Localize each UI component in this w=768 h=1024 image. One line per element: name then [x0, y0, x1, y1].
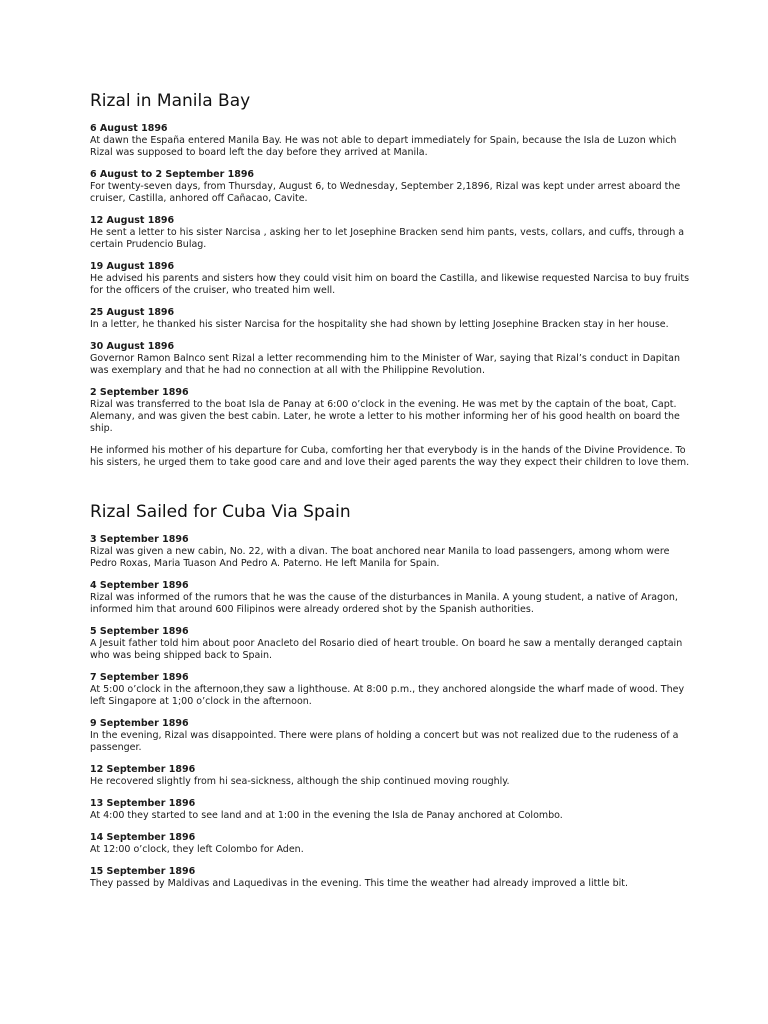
section-spacer [90, 479, 690, 501]
entry-date: 12 August 1896 [90, 215, 175, 226]
entry-text: Rizal was informed of the rumors that he was the cause of the disturbances in Manila. A young student, a native of Aragon, informed him that around 600 Filipinos were already ordered shot by the Spanish authorities. [90, 592, 678, 615]
timeline-entry [90, 261, 690, 297]
entry-text: He sent a letter to his sister Narcisa , asking her to let Josephine Bracken send him pants, vests, collars, and cuffs, through a certain Prudencio Bulag. [90, 227, 685, 250]
entry-text: For twenty-seven days, from Thursday, August 6, to Wednesday, September 2,1896, Rizal was kept under arrest aboard the cruiser, Castilla, anhored off Cañacao, Cavite. [90, 181, 681, 204]
timeline-entry [90, 798, 690, 822]
entry-date: 3 September 1896 [90, 534, 189, 545]
timeline-entry [90, 764, 690, 788]
entry-text: At 12:00 o’clock, they left Colombo for Aden. [90, 844, 304, 855]
timeline-entry [90, 169, 690, 205]
section-title: Rizal Sailed for Cuba Via Spain [90, 502, 351, 522]
timeline-entry [90, 534, 690, 570]
entry-text: A Jesuit father told him about poor Anacleto del Rosario died of heart trouble. On board he saw a mentally deranged captain who was being shipped back to Spain. [90, 638, 683, 661]
timeline-entry [90, 626, 690, 662]
timeline-entry [90, 832, 690, 856]
timeline-entry [90, 307, 690, 331]
entry-date: 14 September 1896 [90, 832, 196, 843]
entry-date: 19 August 1896 [90, 261, 175, 272]
entry-date: 12 September 1896 [90, 764, 196, 775]
body-paragraph: He informed his mother of his departure for Cuba, comforting her that everybody is in the hands of the Divine Providence. To his sisters, he urged them to take good care and and love their aged parents the way they expect their children to love them. [90, 445, 690, 468]
entry-date: 4 September 1896 [90, 580, 189, 591]
entry-text: Governor Ramon Balnco sent Rizal a letter recommending him to the Minister of War, saying that Rizal’s conduct in Dapitan was exemplary and that he had no connection at all with the Philippine Revolution. [90, 353, 681, 376]
timeline-entry [90, 866, 690, 890]
timeline-entry [90, 341, 690, 377]
entry-text: He recovered slightly from hi sea-sickness, although the ship continued moving roughly. [90, 776, 510, 787]
entry-text: He advised his parents and sisters how they could visit him on board the Castilla, and likewise requested Narcisa to buy fruits for the officers of the cruiser, who treated him well. [90, 273, 690, 296]
entry-date: 2 September 1896 [90, 387, 189, 398]
entry-date: 25 August 1896 [90, 307, 175, 318]
entry-text: In the evening, Rizal was disappointed. There were plans of holding a concert but was not realized due to the rudeness of a passenger. [90, 730, 679, 753]
entry-date: 30 August 1896 [90, 341, 175, 352]
entry-text: Rizal was given a new cabin, No. 22, with a divan. The boat anchored near Manila to load passengers, among whom were Pedro Roxas, Maria Tuason And Pedro A. Paterno. He left Manila for Spain. [90, 546, 670, 569]
entry-text: At dawn the España entered Manila Bay. He was not able to depart immediately for Spain, because the Isla de Luzon which Rizal was supposed to board left the day before they arrived at Manila. [90, 135, 677, 158]
document-page [90, 90, 690, 900]
timeline-entry [90, 123, 690, 159]
entry-text: In a letter, he thanked his sister Narcisa for the hospitality she had shown by letting Josephine Bracken stay in her house. [90, 319, 669, 330]
entry-date: 15 September 1896 [90, 866, 196, 877]
entry-date: 5 September 1896 [90, 626, 189, 637]
entry-date: 7 September 1896 [90, 672, 189, 683]
entry-date: 6 August 1896 [90, 123, 168, 134]
entry-date: 6 August to 2 September 1896 [90, 169, 255, 180]
timeline-entry [90, 580, 690, 616]
entry-date: 9 September 1896 [90, 718, 189, 729]
timeline-entry [90, 215, 690, 251]
entry-text: At 4:00 they started to see land and at 1:00 in the evening the Isla de Panay anchored at Colombo. [90, 810, 563, 821]
entry-text: Rizal was transferred to the boat Isla de Panay at 6:00 o’clock in the evening. He was met by the captain of the boat, Capt. Alemany, and was given the best cabin. Later, he wrote a letter to his mother informing her of his good health on board the ship. [90, 399, 680, 434]
entry-text: They passed by Maldivas and Laquedivas in the evening. This time the weather had already improved a little bit. [90, 878, 629, 889]
entry-text: At 5:00 o’clock in the afternoon,they saw a lighthouse. At 8:00 p.m., they anchored alongside the wharf made of wood. They left Singapore at 1;00 o’clock in the afternoon. [90, 684, 685, 707]
entry-date: 13 September 1896 [90, 798, 196, 809]
timeline-entry [90, 387, 690, 435]
section-title: Rizal in Manila Bay [90, 91, 251, 111]
timeline-entry [90, 718, 690, 754]
timeline-entry [90, 672, 690, 708]
